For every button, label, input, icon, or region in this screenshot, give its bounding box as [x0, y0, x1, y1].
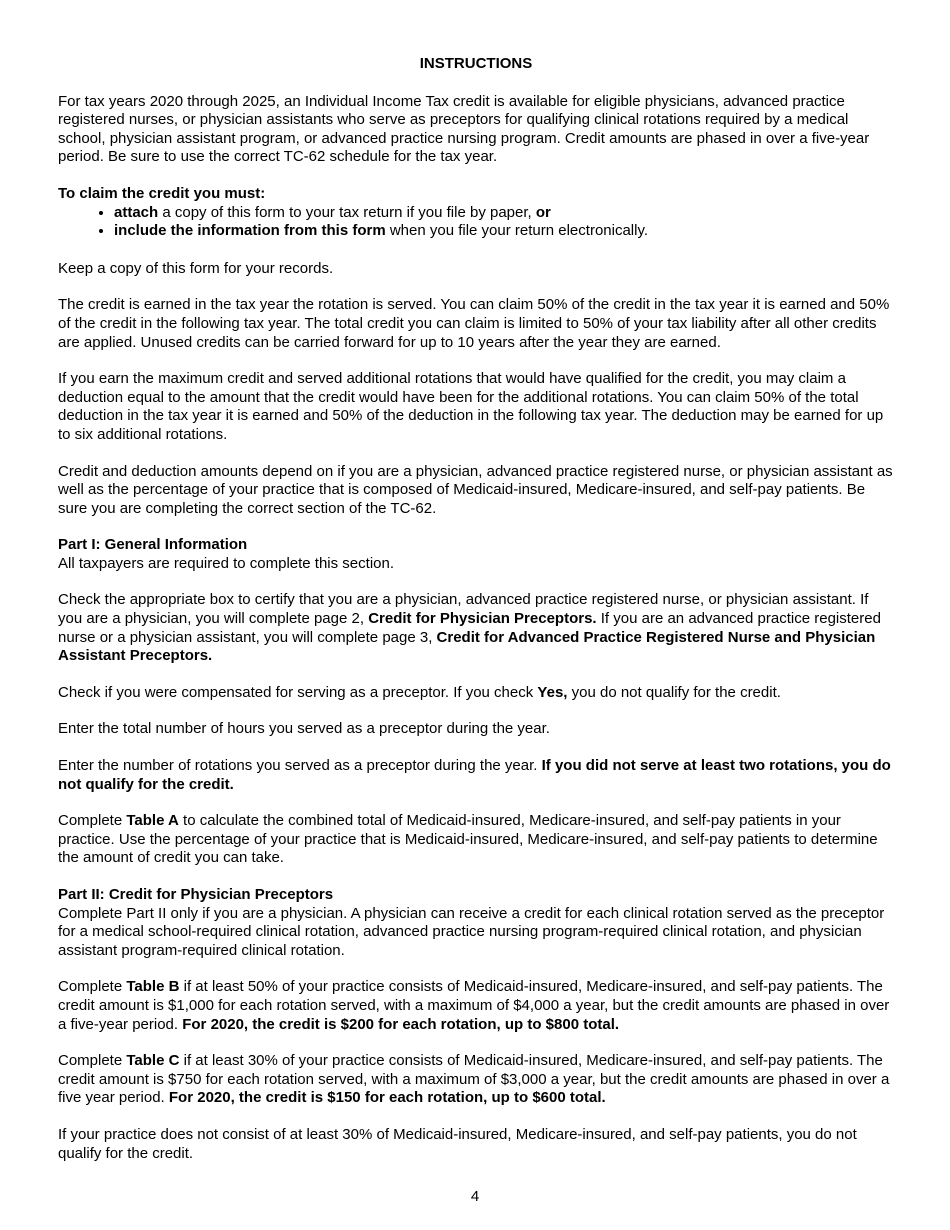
tableB-bold-d: For 2020, the credit is $200 for each rotation, up to $800 total.: [182, 1015, 620, 1033]
table-a-paragraph: [58, 812, 894, 868]
certify-bold-d: Credit for Advanced Practice Registered Nurse and Physician Assistant Preceptors.: [58, 628, 876, 665]
tableB-bold-b: Table B: [126, 978, 180, 996]
certify-paragraph: [58, 591, 894, 665]
part2-intro: Complete Part II only if you are a physician. A physician can receive a credit for each clinical rotation served as the preceptor for a medical school-required clinical rotation, advanced practice nursing program-required clinical rotation, and physician assistant program-required clinical rotation.: [58, 904, 885, 959]
rot-bold-b: If you did not serve at least two rotations, you do not qualify for the credit.: [58, 757, 891, 793]
part1-heading: Part I: General Information: [58, 536, 248, 554]
tableC-text-a: Complete: [58, 1052, 127, 1070]
page-number: 4: [470, 1188, 480, 1205]
claim-or-bold: or: [535, 203, 551, 221]
claim-list: [58, 204, 894, 241]
intro-paragraph: For tax years 2020 through 2025, an Individual Income Tax credit is available for eligible physicians, advanced practice registered nurses, or physician assistants who serve as preceptors for qualifying clinical rotations required by a medical school, physician assistant program, or advanced practice nursing program. Credit amounts are phased in over a five-year period. Be sure to use the correct TC-62 schedule for the tax year.: [58, 92, 870, 166]
tableB-text-c: if at least 50% of your practice consists of Medicaid-insured, Medicare-insured, and self-pay patients. The credit amount is $1,000 for each rotation served, with a maximum of $4,000 a year, but the credit amounts are phased in over a five-year period.: [58, 978, 890, 1033]
table-c-paragraph: [58, 1052, 894, 1108]
instructions-page: [58, 55, 894, 1181]
tableA-bold-b: Table A: [126, 812, 179, 830]
part2-heading: Part II: Credit for Physician Preceptors: [58, 886, 334, 903]
earned-paragraph: The credit is earned in the tax year the rotation is served. You can claim 50% of the credit in the tax year it is earned and 50% of the credit in the following tax year. The total credit you can claim is limited to 50% of your tax liability after all other credits are applied. Unused credits can be carried forward for up to 10 years after the year they are earned.: [58, 296, 890, 351]
part1-required: All taxpayers are required to complete this section.: [58, 554, 394, 572]
keep-copy-paragraph: Keep a copy of this form for your records.: [58, 259, 334, 277]
certify-text-a: Check the appropriate box to certify that you are a physician, advanced practice registered nurse, or physician assistant. If you are a physician, you will complete page 2,: [58, 591, 869, 628]
comp-text-c: you do not qualify for the credit.: [567, 683, 781, 701]
claim-attach-bold: attach: [114, 203, 159, 221]
rot-text-a: Enter the number of rotations you served as a preceptor during the year.: [58, 757, 542, 775]
claim-include-text: when you file your return electronically.: [385, 222, 649, 240]
tableB-text-a: Complete: [58, 978, 127, 996]
claim-include-bold: include the information from this form: [114, 222, 386, 240]
tableC-bold-d: For 2020, the credit is $150 for each rotation, up to $600 total.: [168, 1089, 606, 1107]
tableC-text-c: if at least 30% of your practice consists of Medicaid-insured, Medicare-insured, and self-pay patients. The credit amount is $750 for each rotation served, with a maximum of $3,000 a year, but the credit amounts are phased in over a five year period.: [58, 1052, 890, 1107]
maximum-paragraph: If you earn the maximum credit and served additional rotations that would have qualified for the credit, you may claim a deduction equal to the amount that the credit would have been for the additional rotations. You can claim 50% of the total deduction in the tax year it is earned and 50% of the deduction in the following tax year. The deduction may be earned for up to six additional rotations.: [58, 370, 884, 443]
list-item: [114, 204, 894, 223]
hours-paragraph: Enter the total number of hours you served as a preceptor during the year.: [58, 720, 550, 738]
tableC-bold-b: Table C: [126, 1052, 180, 1070]
tableA-text-c: to calculate the combined total of Medicaid-insured, Medicare-insured, and self-pay patients in your practice. Use the percentage of your practice that is Medicaid-insured, Medicare-insured, and self-pay patients to determine the amount of credit you can take.: [58, 812, 878, 867]
claim-attach-text: a copy of this form to your tax return if you file by paper,: [158, 203, 536, 221]
page-title: INSTRUCTIONS: [419, 55, 533, 72]
certify-text-c: If you are an advanced practice registered nurse or a physician assistant, you will complete page 3,: [58, 610, 881, 646]
comp-bold-b: Yes,: [537, 683, 568, 701]
table-b-paragraph: [58, 978, 894, 1034]
certify-bold-b: Credit for Physician Preceptors.: [368, 610, 597, 628]
comp-text-a: Check if you were compensated for serving as a preceptor. If you check: [58, 683, 538, 701]
rotations-paragraph: [58, 757, 894, 794]
claim-heading: To claim the credit you must:: [58, 184, 266, 202]
tableA-text-a: Complete: [58, 812, 127, 830]
depend-paragraph: Credit and deduction amounts depend on if you are a physician, advanced practice registered nurse, or physician assistant as well as the percentage of your practice that is composed of Medicaid-insured, Medicare-insured, and self-pay patients. Be sure you are completing the correct section of the TC-62.: [58, 462, 893, 517]
not-qualify-paragraph: If your practice does not consist of at least 30% of Medicaid-insured, Medicare-insured, and self-pay patients, you do not qualify for the credit.: [58, 1125, 857, 1162]
compensated-paragraph: [58, 684, 894, 703]
list-item: [114, 222, 894, 241]
